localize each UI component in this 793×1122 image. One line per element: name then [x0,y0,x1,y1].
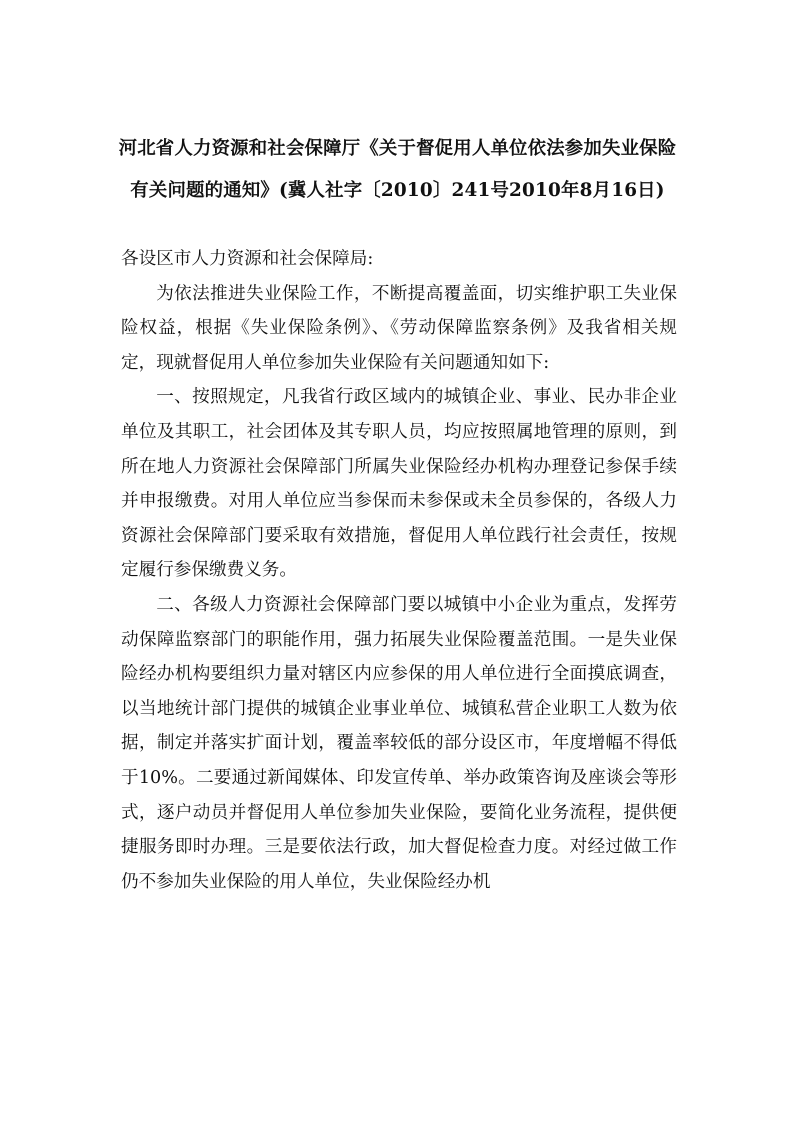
title-line-2: 有关问题的通知》(冀人社字〔2010〕241号2010年8月16日) [130,180,665,201]
paragraph-item-1: 一、按照规定，凡我省行政区域内的城镇企业、事业、民办非企业单位及其职工，社会团体及其专职人员，均应按照属地管理的原则，到所在地人力资源社会保障部门所属失业保险经办机构办理登记参保手续并申报缴费。对用人单位应当参保而未参保或未全员参保的，各级人力资源社会保障部门要采取有效措施，督促用人单位践行社会责任，按规定履行参保缴费义务。 [121,387,677,581]
paragraph-item-2: 二、各级人力资源社会保障部门要以城镇中小企业为重点，发挥劳动保障监察部门的职能作用，强力拓展失业保险覆盖范围。一是失业保险经办机构要组织力量对辖区内应参保的用人单位进行全面摸底调查，以当地统计部门提供的城镇企业事业单位、城镇私营企业职工人数为依据，制定并落实扩面计划，覆盖率较低的部分设区市，年度增幅不得低于10%。二要通过新闻媒体、印发宣传单、举办政策咨询及座谈会等形式，逐户动员并督促用人单位参加失业保险，要简化业务流程，提供便捷服务即时办理。三是要依法行政，加大督促检查力度。对经过做工作仍不参加失业保险的用人单位，失业保险经办机 [121,594,677,892]
title-line-1: 河北省人力资源和社会保障厅《关于督促用人单位依法参加失业保险 [118,138,677,159]
paragraph-intro: 为依法推进失业保险工作，不断提高覆盖面，切实维护职工失业保险权益，根据《失业保险条例》、《劳动保障监察条例》及我省相关规定，现就督促用人单位参加失业保险有关问题通知如下: [121,283,677,373]
salutation: 各设区市人力资源和社会保障局: [121,249,374,269]
document-body [121,242,677,899]
document-title [110,128,685,212]
